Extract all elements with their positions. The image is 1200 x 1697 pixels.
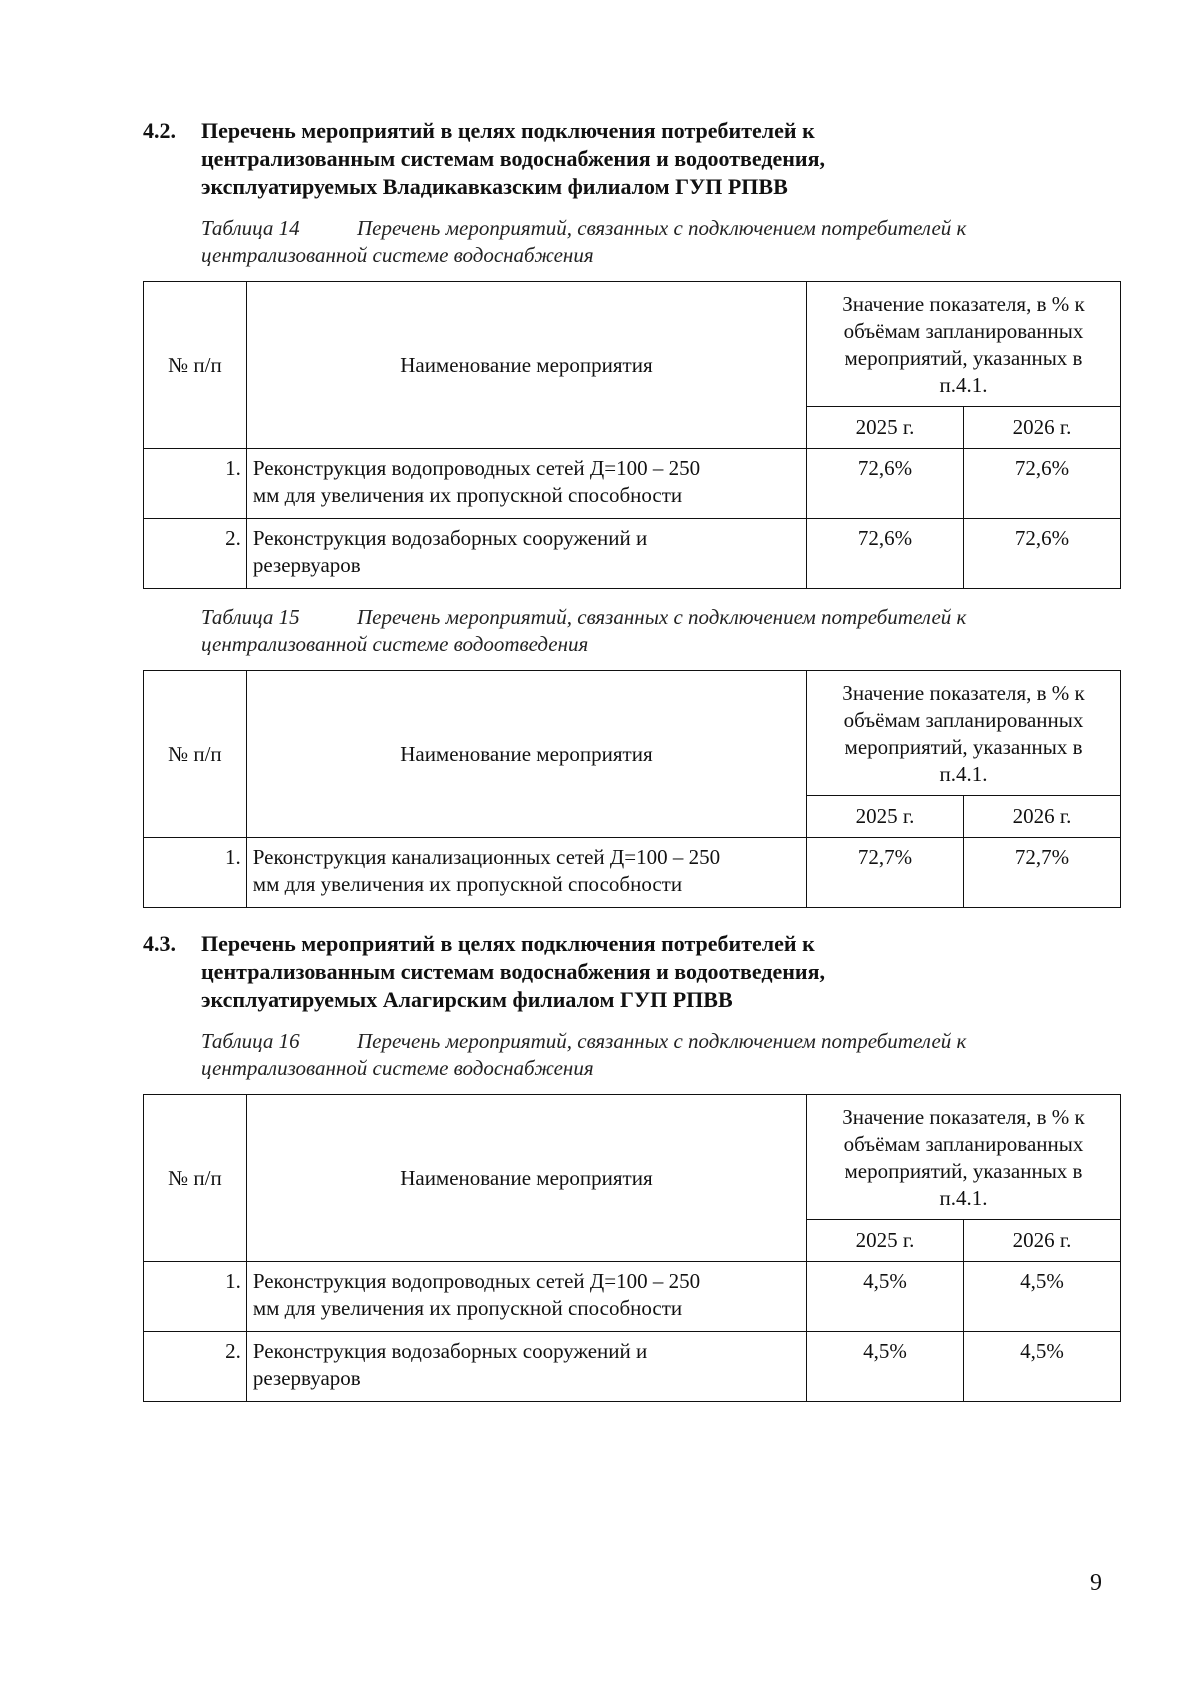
row-name: Реконструкция канализационных сетей Д=100 – 250 мм для увеличения их пропускной способности	[246, 838, 806, 908]
header-year-2025: 2025 г.	[807, 796, 964, 838]
section-title: Перечень мероприятий в целях подключения потребителей к централизованным системам водоснабжения и водоотведения, эксплуатируемых Владикавказским филиалом ГУП РПВВ	[201, 118, 826, 199]
row-value-2026: 72,7%	[964, 838, 1121, 908]
row-num: 2.	[144, 1332, 247, 1402]
table-row	[144, 1332, 1121, 1402]
section-number: 4.2.	[143, 118, 176, 143]
table-row	[144, 449, 1121, 519]
row-value-2026: 72,6%	[963, 519, 1120, 589]
header-num: № п/п	[144, 1095, 247, 1262]
row-num: 1.	[144, 838, 247, 908]
header-num: № п/п	[144, 282, 247, 449]
table-row	[144, 838, 1121, 908]
caption-text-line2: централизованной системе водоснабжения	[201, 1056, 594, 1080]
page-number: 9	[1090, 1570, 1102, 1596]
header-value: Значение показателя, в % к объёмам запланированных мероприятий, указанных в п.4.1.	[806, 1095, 1120, 1220]
caption-text: Перечень мероприятий, связанных с подключением потребителей к	[357, 605, 967, 629]
row-num: 2.	[144, 519, 247, 589]
row-name: Реконструкция водозаборных сооружений и резервуаров	[246, 519, 806, 589]
header-value: Значение показателя, в % к объёмам запланированных мероприятий, указанных в п.4.1.	[807, 671, 1121, 796]
section-heading-4-3	[143, 930, 1133, 1014]
row-value-2026: 4,5%	[963, 1262, 1120, 1332]
caption-label: Таблица 15	[201, 605, 300, 629]
table-header-row	[144, 1095, 1121, 1220]
table-row	[144, 519, 1121, 589]
caption-text-line2: централизованной системе водоотведения	[201, 632, 589, 656]
table-header-row	[144, 671, 1121, 796]
caption-label: Таблица 14	[201, 216, 300, 240]
section-number: 4.3.	[143, 931, 176, 956]
row-value-2025: 72,6%	[806, 519, 963, 589]
caption-text-line2: централизованной системе водоснабжения	[201, 243, 594, 267]
table-15	[143, 670, 1121, 908]
header-year-2026: 2026 г.	[963, 1220, 1120, 1262]
caption-label: Таблица 16	[201, 1029, 300, 1053]
row-value-2025: 72,6%	[806, 449, 963, 519]
row-value-2025: 4,5%	[806, 1332, 963, 1402]
caption-text: Перечень мероприятий, связанных с подключением потребителей к	[357, 1029, 967, 1053]
table-16	[143, 1094, 1121, 1402]
header-year-2026: 2026 г.	[963, 407, 1120, 449]
header-name: Наименование мероприятия	[246, 671, 806, 838]
header-num: № п/п	[144, 671, 247, 838]
header-year-2026: 2026 г.	[964, 796, 1121, 838]
table-caption-16	[201, 1028, 1101, 1082]
table-caption-14	[201, 215, 1101, 269]
row-value-2025: 72,7%	[807, 838, 964, 908]
section-title: Перечень мероприятий в целях подключения потребителей к централизованным системам водоснабжения и водоотведения, эксплуатируемых Алагирским филиалом ГУП РПВВ	[201, 931, 826, 1012]
table-14	[143, 281, 1121, 589]
header-name: Наименование мероприятия	[246, 282, 806, 449]
header-year-2025: 2025 г.	[806, 407, 963, 449]
table-header-row	[144, 282, 1121, 407]
header-year-2025: 2025 г.	[806, 1220, 963, 1262]
row-num: 1.	[144, 449, 247, 519]
header-value: Значение показателя, в % к объёмам запланированных мероприятий, указанных в п.4.1.	[806, 282, 1120, 407]
header-name: Наименование мероприятия	[246, 1095, 806, 1262]
row-num: 1.	[144, 1262, 247, 1332]
table-caption-15	[201, 604, 1101, 658]
row-value-2026: 72,6%	[963, 449, 1120, 519]
section-heading-4-2	[143, 117, 1133, 201]
row-name: Реконструкция водопроводных сетей Д=100 – 250 мм для увеличения их пропускной способности	[246, 449, 806, 519]
table-row	[144, 1262, 1121, 1332]
row-name: Реконструкция водозаборных сооружений и резервуаров	[246, 1332, 806, 1402]
row-name: Реконструкция водопроводных сетей Д=100 – 250 мм для увеличения их пропускной способности	[246, 1262, 806, 1332]
row-value-2026: 4,5%	[963, 1332, 1120, 1402]
caption-text: Перечень мероприятий, связанных с подключением потребителей к	[357, 216, 967, 240]
row-value-2025: 4,5%	[806, 1262, 963, 1332]
